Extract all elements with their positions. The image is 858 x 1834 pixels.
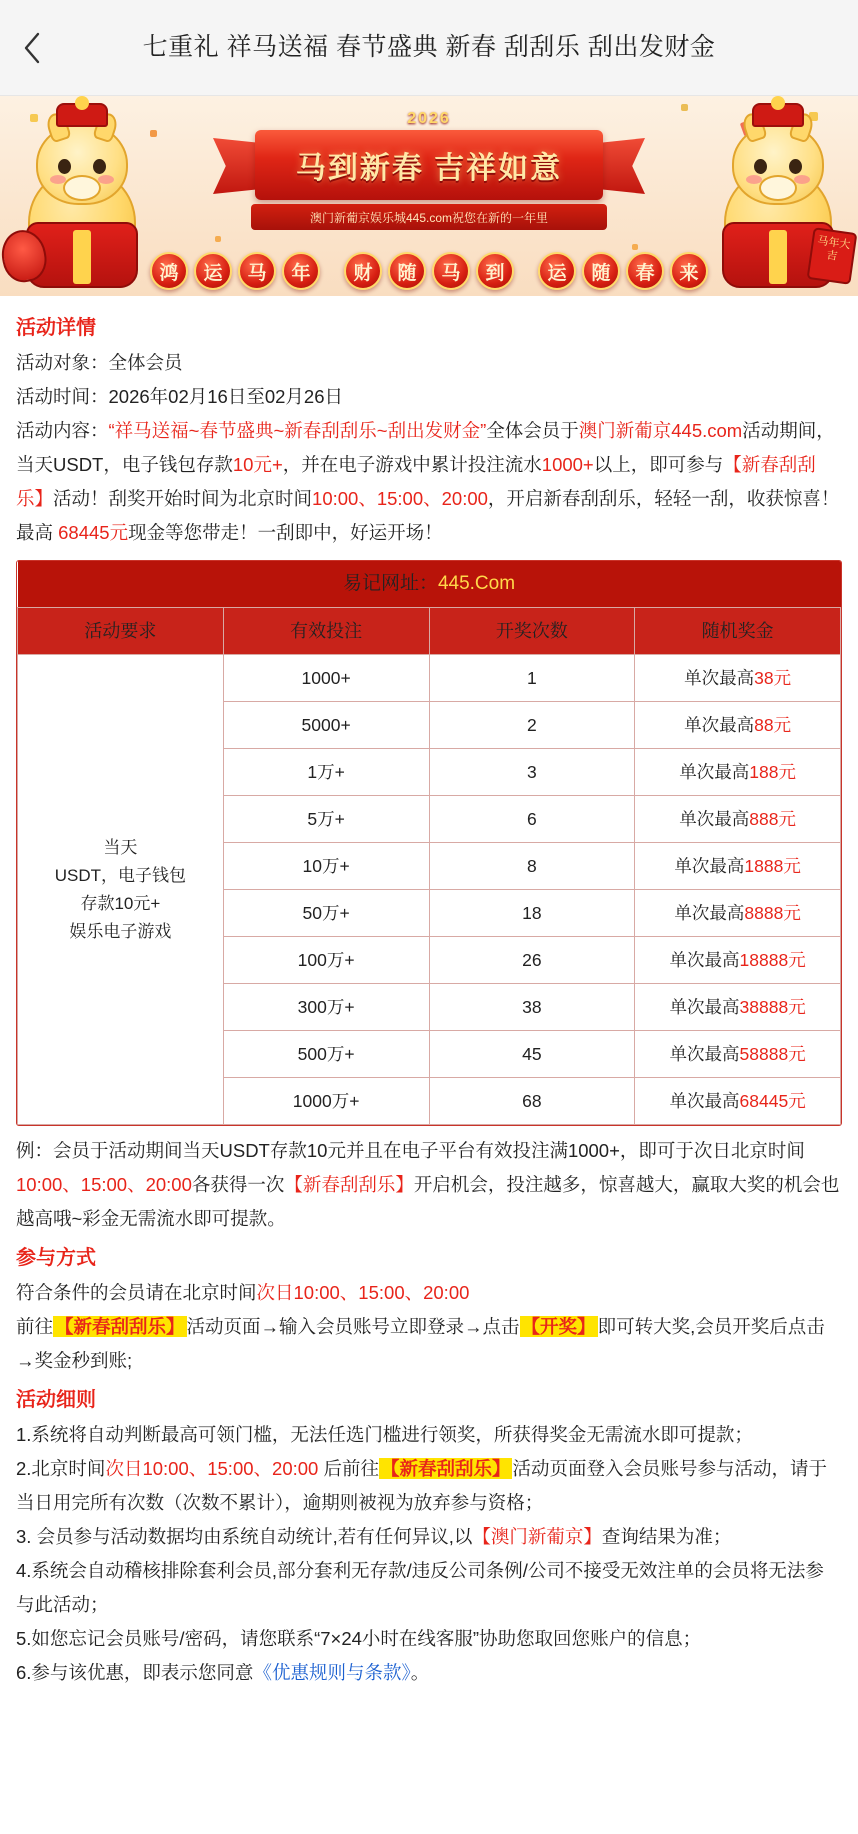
cell-draws: 68 (429, 1078, 635, 1125)
table-row (18, 655, 841, 702)
text-run: 现金等您带走！一刮即中，好运开场！ (128, 522, 443, 543)
text-run: 全体会员于 (486, 420, 579, 441)
cell-prize (635, 749, 841, 796)
join-line-2 (16, 1310, 842, 1378)
medallion: 财 (344, 252, 382, 290)
requirement-cell: 当天 USDT，电子钱包 存款10元+ 娱乐电子游戏 (18, 655, 224, 1125)
chevron-left-icon (21, 31, 43, 65)
banner-headline: 马到新春 吉祥如意 (295, 152, 563, 185)
text-run: 例：会员于活动期间当天USDT存款10元并且在电子平台有效投注满1000+，即可于次日北京时间 (16, 1140, 805, 1161)
cell-bet: 100万+ (223, 937, 429, 984)
text-run: 各获得一次 (191, 1174, 285, 1195)
text-run: 1000+ (541, 454, 594, 475)
text-run: 5.如您忘记会员账号/密码，请您联系“7×24小时在线客服”协助您取回您账户的信息； (16, 1628, 702, 1649)
rules-list (16, 1418, 842, 1690)
cell-bet: 1000+ (223, 655, 429, 702)
text-run: 活动页面登入会员账号参与活动，请于当日用完所有次数（次数不累计），逾期则被视为放弃参与资格； (16, 1458, 827, 1513)
terms-link[interactable]: 《优惠规则与条款》 (253, 1662, 411, 1683)
prize-amount: 38888元 (739, 997, 806, 1017)
cell-draws: 1 (429, 655, 635, 702)
medallion: 到 (476, 252, 514, 290)
detail-row-audience (16, 346, 842, 380)
prize-amount: 68445元 (739, 1091, 806, 1111)
cell-bet: 50万+ (223, 890, 429, 937)
cell-draws: 3 (429, 749, 635, 796)
text-run: 【新春刮刮乐】 (16, 454, 816, 509)
prize-prefix: 单次最高 (684, 668, 755, 688)
medallion: 随 (388, 252, 426, 290)
page-header (0, 0, 858, 96)
banner-medallion-row (0, 252, 858, 290)
cell-bet: 10万+ (223, 843, 429, 890)
cell-prize (635, 1031, 841, 1078)
medallion: 随 (582, 252, 620, 290)
couplet-card: 马年大吉 (807, 227, 858, 285)
cell-draws: 38 (429, 984, 635, 1031)
table-header-row (18, 608, 841, 655)
prize-amount: 18888元 (739, 950, 806, 970)
text-run: “祥马送福~春节盛典~新春刮刮乐~刮出发财金” (108, 420, 487, 441)
prize-prefix: 单次最高 (679, 809, 750, 829)
prize-table-wrap (16, 560, 842, 1126)
rule-item (16, 1554, 842, 1622)
banner-subtext: 澳门新葡京娱乐城445.com祝您在新的一年里 (309, 210, 549, 225)
text-run: 符合条件的会员请在北京时间 (16, 1282, 257, 1303)
prize-amount: 8888元 (744, 903, 801, 923)
section-title-rules: 活动细则 (16, 1389, 96, 1411)
cell-draws: 18 (429, 890, 635, 937)
text-run: 次日10:00、15:00、20:00 (105, 1458, 319, 1479)
text-run: 后前往 (318, 1458, 379, 1479)
text-run: 3. 会员参与活动数据均由系统自动统计,若有任何异议,以 (16, 1526, 473, 1547)
prize-amount: 1888元 (744, 856, 801, 876)
prize-amount: 188元 (749, 762, 796, 782)
prize-prefix: 单次最高 (674, 903, 745, 923)
table-banner-site: 445.Com (437, 573, 516, 594)
cell-draws: 8 (429, 843, 635, 890)
cell-draws: 45 (429, 1031, 635, 1078)
medallion: 年 (282, 252, 320, 290)
table-site-banner (18, 561, 841, 608)
text-run: 6.参与该优惠，即表示您同意 (16, 1662, 254, 1683)
cell-prize (635, 890, 841, 937)
cell-bet: 5万+ (223, 796, 429, 843)
example-paragraph (16, 1134, 842, 1236)
join-line-1 (16, 1276, 842, 1310)
rule-item (16, 1656, 842, 1690)
medallion: 运 (538, 252, 576, 290)
detail-content-rich (16, 420, 839, 543)
cell-bet: 500万+ (223, 1031, 429, 1078)
col-header-bet: 有效投注 (223, 608, 429, 655)
detail-row-period (16, 380, 842, 414)
page-title: 七重礼 祥马送福 春节盛典 新春 刮刮乐 刮出发财金 (142, 32, 716, 61)
rule-item (16, 1622, 842, 1656)
cell-prize (635, 843, 841, 890)
detail-label: 活动时间： (16, 386, 109, 407)
cell-prize (635, 1078, 841, 1125)
col-header-draws: 开奖次数 (429, 608, 635, 655)
text-run: 10:00、15:00、20:00 (312, 488, 488, 509)
rule-item (16, 1520, 842, 1554)
promo-content (0, 296, 858, 1716)
table-banner-label: 易记网址： (342, 573, 438, 594)
text-run: 活动页面→输入会员账号立即登录→点击 (186, 1316, 520, 1337)
text-run: 查询结果为准； (601, 1526, 732, 1547)
text-run: 开启机会，投注越多，惊喜越大，赢取大奖的机会也越高哦~彩金无需流水即可提款。 (16, 1174, 840, 1229)
cell-bet: 300万+ (223, 984, 429, 1031)
text-run: 1.系统将自动判断最高可领门槛，无法任选门槛进行领奖，所获得奖金无需流水即可提款； (16, 1424, 753, 1445)
prize-amount: 88元 (754, 715, 792, 735)
cell-draws: 6 (429, 796, 635, 843)
text-run: 68445元 (58, 522, 129, 543)
text-run: 活动期间，当天USDT，电子钱包存款 (16, 420, 835, 475)
prize-amount: 38元 (754, 668, 792, 688)
medallion: 春 (626, 252, 664, 290)
text-run: 10元+ (232, 454, 283, 475)
cell-draws: 2 (429, 702, 635, 749)
text-run: 4.系统会自动稽核排除套利会员,部分套利无存款/违反公司条例/公司不接受无效注单的会员将无法参与此活动； (16, 1560, 824, 1615)
cell-bet: 1万+ (223, 749, 429, 796)
text-run: 【新春刮刮乐】 (284, 1174, 414, 1195)
prize-table (17, 561, 841, 1125)
cell-prize (635, 937, 841, 984)
detail-value: 全体会员 (108, 352, 183, 373)
cell-prize (635, 796, 841, 843)
rule-item (16, 1452, 842, 1520)
prize-prefix: 单次最高 (669, 1091, 740, 1111)
text-run: 10:00、15:00、20:00 (16, 1174, 192, 1195)
text-run: ，并在电子游戏中累计投注流水 (282, 454, 542, 475)
cell-prize (635, 655, 841, 702)
highlighted-text: 【新春刮刮乐】 (55, 1316, 185, 1337)
text-run: 。 (410, 1662, 430, 1683)
back-button[interactable] (14, 30, 50, 66)
prize-amount: 58888元 (739, 1044, 806, 1064)
prize-prefix: 单次最高 (669, 1044, 740, 1064)
section-title-details: 活动详情 (16, 317, 96, 339)
prize-amount: 888元 (749, 809, 796, 829)
highlighted-text: 【新春刮刮乐】 (380, 1458, 511, 1479)
text-run: 以上，即可参与 (593, 454, 724, 475)
banner-ribbon (219, 104, 639, 225)
text-run: 次日10:00、15:00、20:00 (256, 1282, 470, 1303)
col-header-requirement: 活动要求 (18, 608, 224, 655)
promo-banner (0, 96, 858, 296)
prize-prefix: 单次最高 (669, 997, 740, 1017)
text-run: 2.北京时间 (16, 1458, 106, 1479)
section-title-join: 参与方式 (16, 1247, 96, 1269)
cell-prize (635, 984, 841, 1031)
rule-item (16, 1418, 842, 1452)
medallion: 马 (238, 252, 276, 290)
text-run: 【澳门新葡京】 (472, 1526, 602, 1547)
prize-prefix: 单次最高 (679, 762, 750, 782)
text-run: 即可转大奖,会员开奖后点击→奖金秒到账; (16, 1316, 825, 1371)
cell-bet: 1000万+ (223, 1078, 429, 1125)
highlighted-text: 【开奖】 (521, 1316, 596, 1337)
detail-row-content (16, 414, 842, 550)
cell-bet: 5000+ (223, 702, 429, 749)
prize-table-body (18, 655, 841, 1125)
col-header-prize: 随机奖金 (635, 608, 841, 655)
detail-label: 活动内容： (16, 420, 109, 441)
prize-prefix: 单次最高 (674, 856, 745, 876)
cell-prize (635, 702, 841, 749)
prize-prefix: 单次最高 (669, 950, 740, 970)
medallion: 运 (194, 252, 232, 290)
cell-draws: 26 (429, 937, 635, 984)
detail-value: 2026年02月16日至02月26日 (108, 386, 343, 407)
text-run: 活动！刮奖开始时间为北京时间 (53, 488, 313, 509)
prize-prefix: 单次最高 (684, 715, 755, 735)
medallion: 来 (670, 252, 708, 290)
medallion: 鸿 (150, 252, 188, 290)
medallion: 马 (432, 252, 470, 290)
banner-year: 2026 (407, 110, 451, 127)
detail-label: 活动对象： (16, 352, 109, 373)
text-run: 前往 (16, 1316, 54, 1337)
text-run: 澳门新葡京445.com (578, 420, 743, 441)
text-run: ，开启新春刮刮乐，轻轻一刮，收获惊喜！最高 (16, 488, 840, 543)
